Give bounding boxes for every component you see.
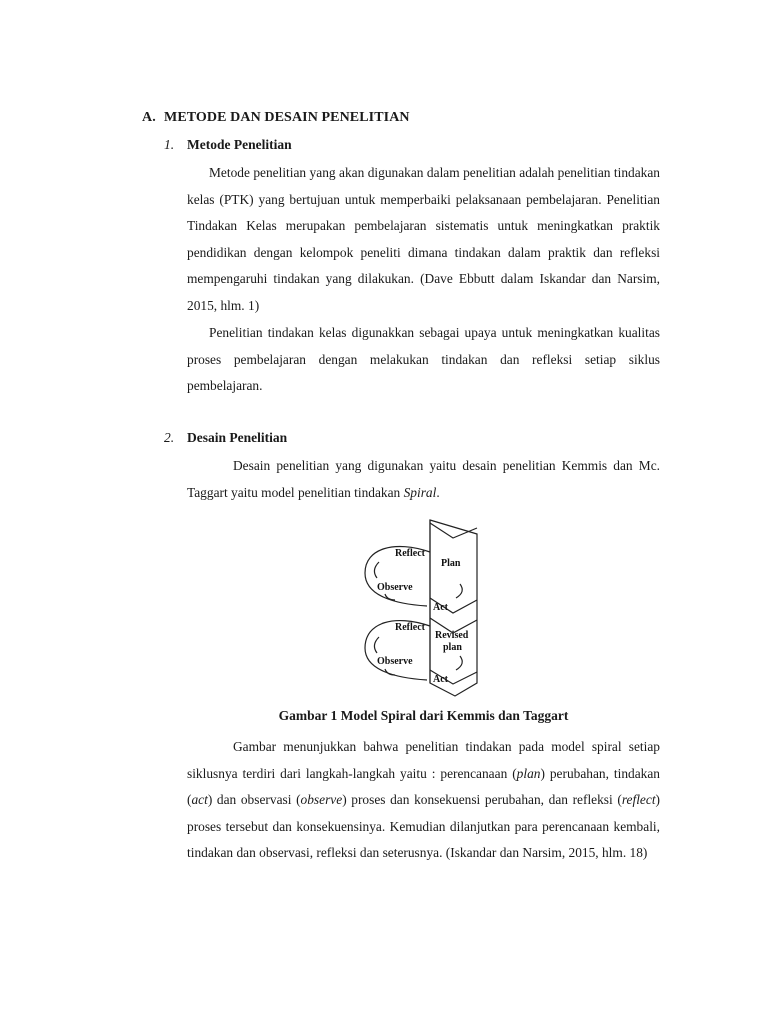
pj-text-4: ) proses dan konsekuensi perubahan, dan refleksi ( bbox=[342, 792, 622, 807]
arrow-reflect-observe-1 bbox=[374, 562, 379, 578]
cycle-2-reflect-label: Reflect bbox=[395, 622, 425, 633]
figure-caption: Gambar 1 Model Spiral dari Kemmis dan Taggart bbox=[278, 708, 569, 723]
paragraph-desain bbox=[187, 453, 660, 506]
cycle-1-plan-label: Plan bbox=[441, 558, 461, 569]
section-title: METODE DAN DESAIN PENELITIAN bbox=[164, 110, 410, 125]
cycle-2-observe-label: Observe bbox=[377, 656, 413, 667]
cycle-2-act-label: Act bbox=[433, 674, 448, 685]
cycle-1-act-label: Act bbox=[433, 602, 448, 613]
pj-italic-reflect: reflect bbox=[621, 792, 656, 807]
cycle-1-observe-label: Observe bbox=[377, 582, 413, 593]
cycle-1-reflect-label: Reflect bbox=[395, 548, 425, 559]
subsection-title-1: Metode Penelitian bbox=[187, 137, 292, 152]
subsection-title-2: Desain Penelitian bbox=[187, 430, 288, 445]
cycle-2-plan-label-1: Revised bbox=[435, 630, 469, 641]
pj-italic-observe: observe bbox=[300, 792, 343, 807]
paragraph-penjelasan bbox=[187, 734, 660, 867]
paragraph-metode-2: Penelitian tindakan kelas digunakkan sebagai upaya untuk meningkatkan kualitas proses pembelajaran dengan melakukan tindakan dan refleksi setiap siklus pembelajaran. bbox=[187, 325, 660, 393]
pj-italic-act: act bbox=[191, 792, 208, 807]
section-heading bbox=[142, 110, 410, 126]
desain-end: . bbox=[436, 484, 440, 500]
arrow-plan-act-2 bbox=[456, 656, 462, 670]
spiral-model-figure bbox=[355, 518, 495, 700]
subsection-number-2: 2. bbox=[164, 430, 175, 445]
chevron-top bbox=[430, 523, 477, 538]
section-letter: A. bbox=[142, 110, 156, 125]
pj-text-5: ) proses tersebut dan konsekuensinya. Kemudian dilanjutkan para perencanaan kembali, tindakan dan observasi, refleksi dan seterusnya. (Iskandar dan Narsim, 2015, hlm. 18) bbox=[187, 792, 661, 860]
subsection-heading-2 bbox=[164, 430, 287, 446]
arrow-reflect-observe-2 bbox=[374, 637, 379, 653]
desain-text: Desain penelitian yang digunakan yaitu desain penelitian Kemmis dan Mc. Taggart yaitu model penelitian tindakan bbox=[187, 458, 660, 500]
paragraph-metode-1: Metode penelitian yang akan digunakan dalam penelitian adalah penelitian tindakan kelas (PTK) yang bertujuan untuk memperbaiki pelaksanaan pembelajaran. Penelitian Tindakan Kelas merupakan pembelajaran sistematis untuk meningkatkan praktik pendidikan dengan kelompok peneliti dimana tindakan dalam praktik dan refleksi mempengaruhi tindakan yang dilakukan. (Dave Ebbutt dalam Iskandar dan Narsim, 2015, hlm. 1) bbox=[187, 165, 660, 313]
pj-text-1: Gambar menunjukkan bahwa penelitian tindakan pada model spiral setiap siklusnya terdiri dari langkah-langkah yaitu : perencanaan ( bbox=[187, 739, 660, 781]
arrow-observe-act-2 bbox=[385, 669, 395, 675]
pj-italic-plan: plan bbox=[516, 765, 541, 781]
cycle-2-plan-label-2: plan bbox=[443, 642, 462, 653]
subsection-number-1: 1. bbox=[164, 137, 175, 152]
pj-text-3: ) dan observasi ( bbox=[207, 792, 301, 807]
subsection-heading-1 bbox=[164, 137, 292, 153]
pj-text-2: ) perubahan, tindakan ( bbox=[187, 765, 660, 807]
desain-italic: Spiral bbox=[403, 484, 437, 500]
arrow-plan-act-1 bbox=[456, 584, 462, 598]
